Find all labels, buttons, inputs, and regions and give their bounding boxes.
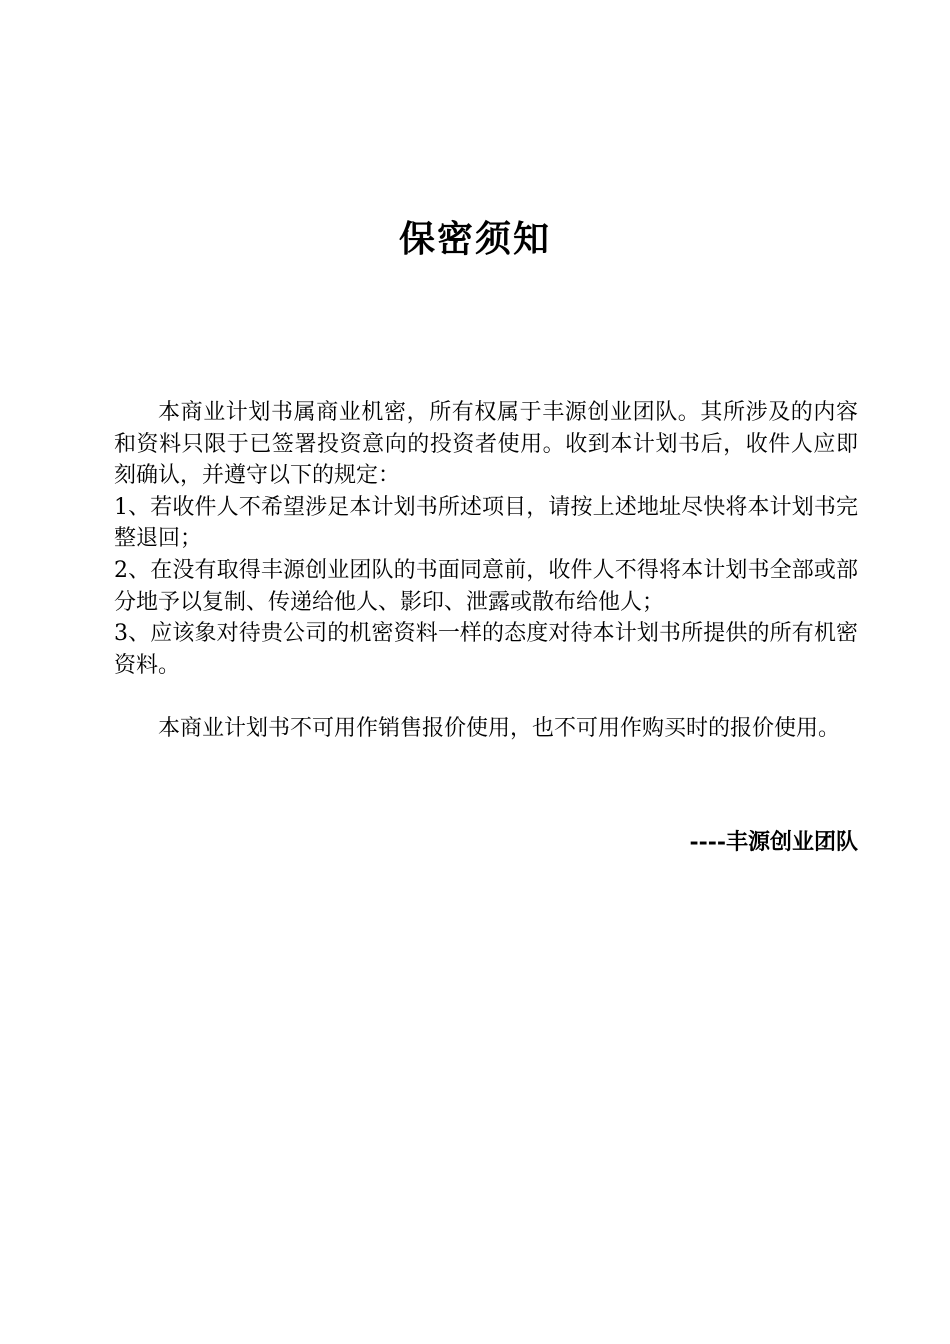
signature-line: ----丰源创业团队 (689, 829, 858, 855)
intro-paragraph: 本商业计划书属商业机密，所有权属于丰源创业团队。其所涉及的内容和资料只限于已签署投资意向的投资者使用。收到本计划书后，收件人应即刻确认，并遵守以下的规定： (114, 400, 858, 489)
paragraph-spacer (114, 681, 858, 713)
rule-item-1: 1、若收件人不希望涉足本计划书所述项目，请按上述地址尽快将本计划书完整退回； (114, 494, 858, 552)
document-title: 保密须知 (398, 218, 551, 261)
closing-paragraph: 本商业计划书不可用作销售报价使用，也不可用作购买时的报价使用。 (158, 716, 841, 742)
rule-item-3: 3、应该象对待贵公司的机密资料一样的态度对待本计划书所提供的所有机密资料。 (114, 621, 858, 678)
document-body (114, 397, 858, 745)
rule-item-2: 2、在没有取得丰源创业团队的书面同意前，收件人不得将本计划书全部或部分地予以复制、传递给他人、影印、泄露或散布给他人； (114, 557, 858, 615)
